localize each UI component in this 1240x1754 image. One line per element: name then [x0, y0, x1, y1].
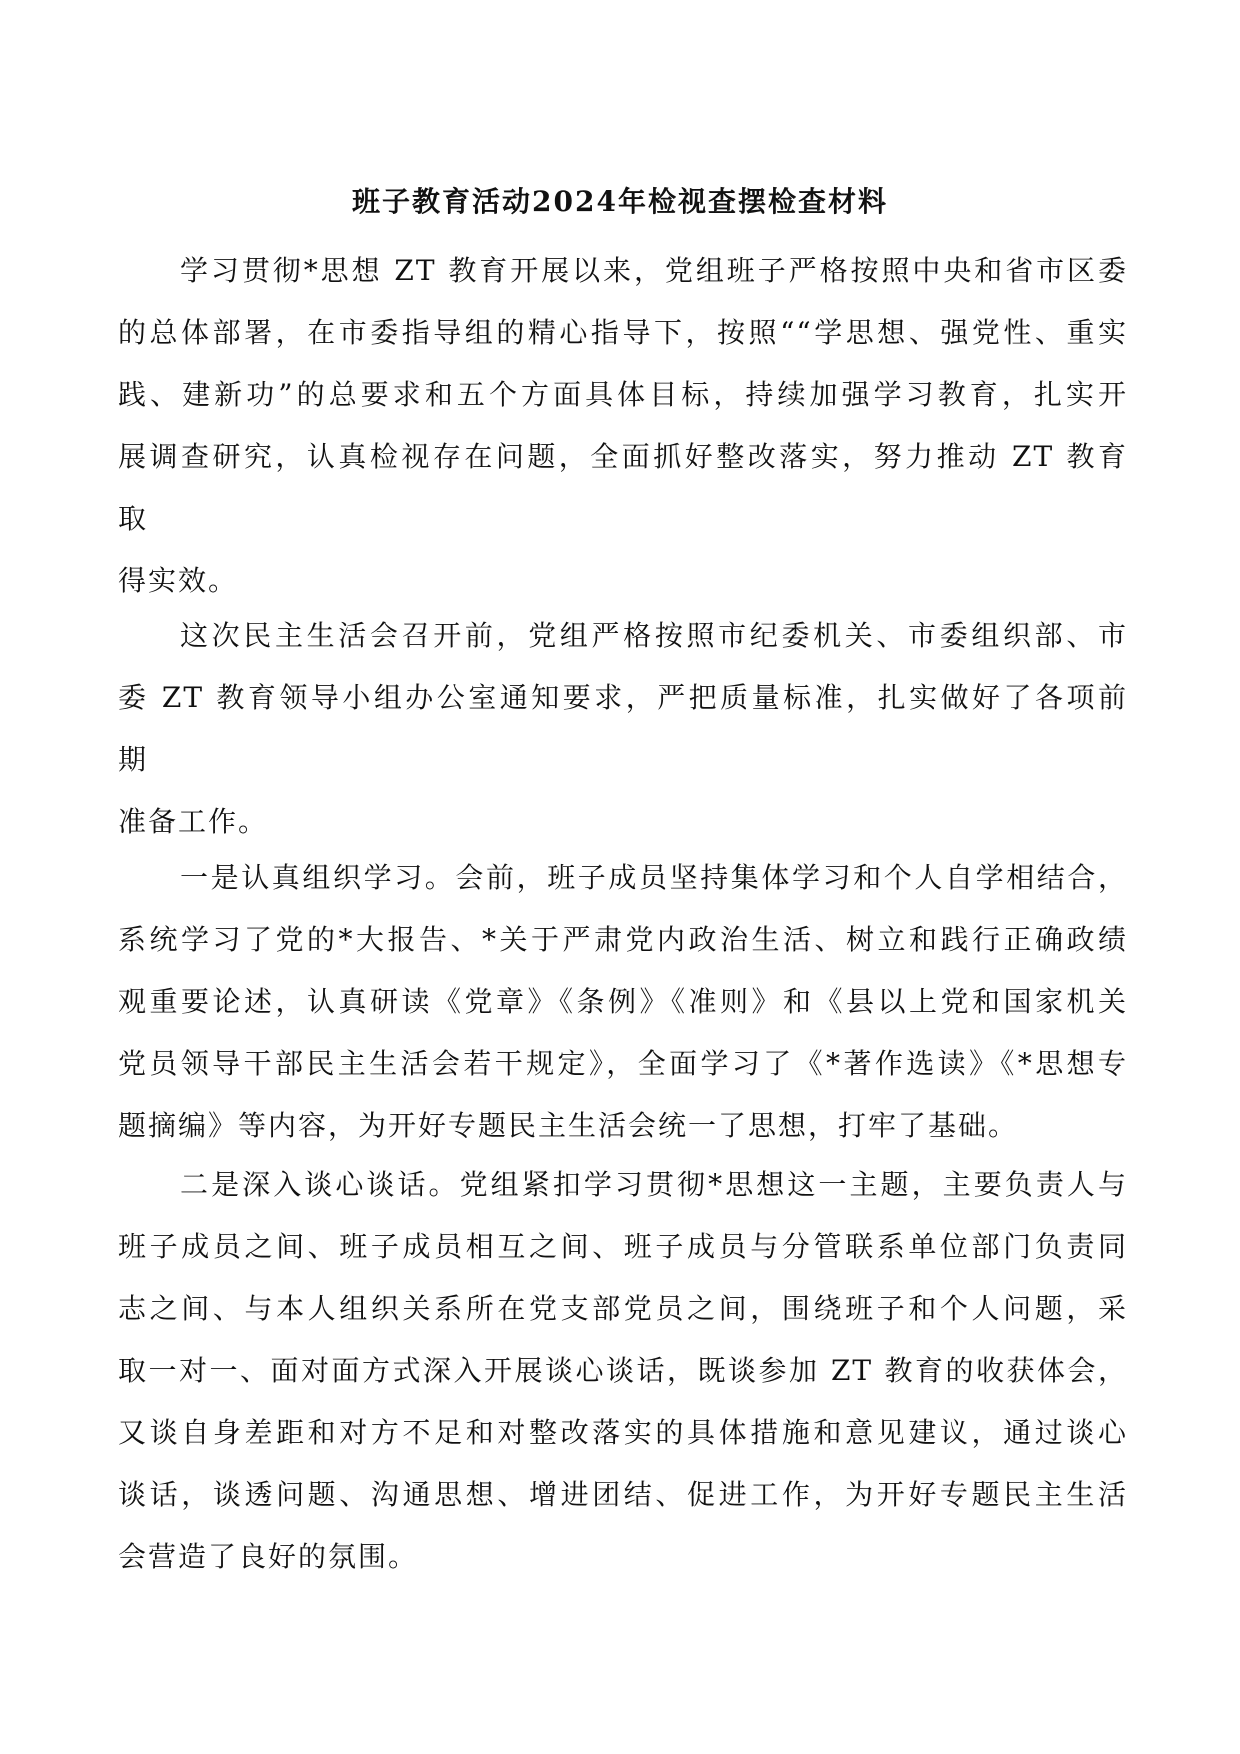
paragraph-line: 又谈自身差距和对方不足和对整改落实的具体措施和意见建议，通过谈心	[118, 1416, 1128, 1449]
paragraph-line: 展调查研究，认真检视存在问题，全面抓好整改落实，努力推动 ZT 教育	[118, 440, 1128, 473]
paragraph-line: 委 ZT 教育领导小组办公室通知要求，严把质量标准，扎实做好了各项前	[118, 681, 1128, 714]
paragraph-line: 学习贯彻*思想 ZT 教育开展以来，党组班子严格按照中央和省市区委	[180, 254, 1128, 287]
paragraph-line: 题摘编》等内容，为开好专题民主生活会统一了思想，打牢了基础。	[118, 1109, 1019, 1142]
paragraph-intro	[118, 240, 1128, 612]
paragraph-line: 践、建新功”的总要求和五个方面具体目标，持续加强学习教育，扎实开	[118, 378, 1128, 411]
paragraph-preparation	[118, 605, 1128, 853]
paragraph-line: 观重要论述，认真研读《党章》《条例》《准则》和《县以上党和国家机关	[118, 985, 1128, 1018]
document-title: 班子教育活动2024年检视查摆检查材料	[352, 185, 888, 218]
paragraph-line: 取	[118, 502, 149, 535]
paragraph-line: 志之间、与本人组织关系所在党支部党员之间，围绕班子和个人问题，采	[118, 1292, 1128, 1325]
paragraph-talks	[118, 1154, 1128, 1588]
paragraph-line: 得实效。	[118, 564, 239, 597]
paragraph-line: 二是深入谈心谈话。党组紧扣学习贯彻*思想这一主题，主要负责人与	[180, 1168, 1128, 1201]
paragraph-line: 取一对一、面对面方式深入开展谈心谈话，既谈参加 ZT 教育的收获体会，	[118, 1354, 1128, 1387]
paragraph-line: 准备工作。	[118, 805, 269, 838]
paragraph-line: 党员领导干部民主生活会若干规定》，全面学习了《*著作选读》《*思想专	[118, 1047, 1128, 1080]
paragraph-line: 的总体部署，在市委指导组的精心指导下，按照““学思想、强党性、重实	[118, 316, 1128, 349]
paragraph-line: 班子成员之间、班子成员相互之间、班子成员与分管联系单位部门负责同	[118, 1230, 1128, 1263]
paragraph-line: 这次民主生活会召开前，党组严格按照市纪委机关、市委组织部、市	[180, 619, 1128, 652]
paragraph-study	[118, 847, 1128, 1157]
paragraph-line: 一是认真组织学习。会前，班子成员坚持集体学习和个人自学相结合，	[180, 861, 1128, 894]
paragraph-line: 谈话，谈透问题、沟通思想、增进团结、促进工作，为开好专题民主生活	[118, 1478, 1128, 1511]
paragraph-line: 系统学习了党的*大报告、*关于严肃党内政治生活、树立和践行正确政绩	[118, 923, 1128, 956]
paragraph-line: 期	[118, 743, 149, 776]
paragraph-line: 会营造了良好的氛围。	[118, 1540, 419, 1573]
